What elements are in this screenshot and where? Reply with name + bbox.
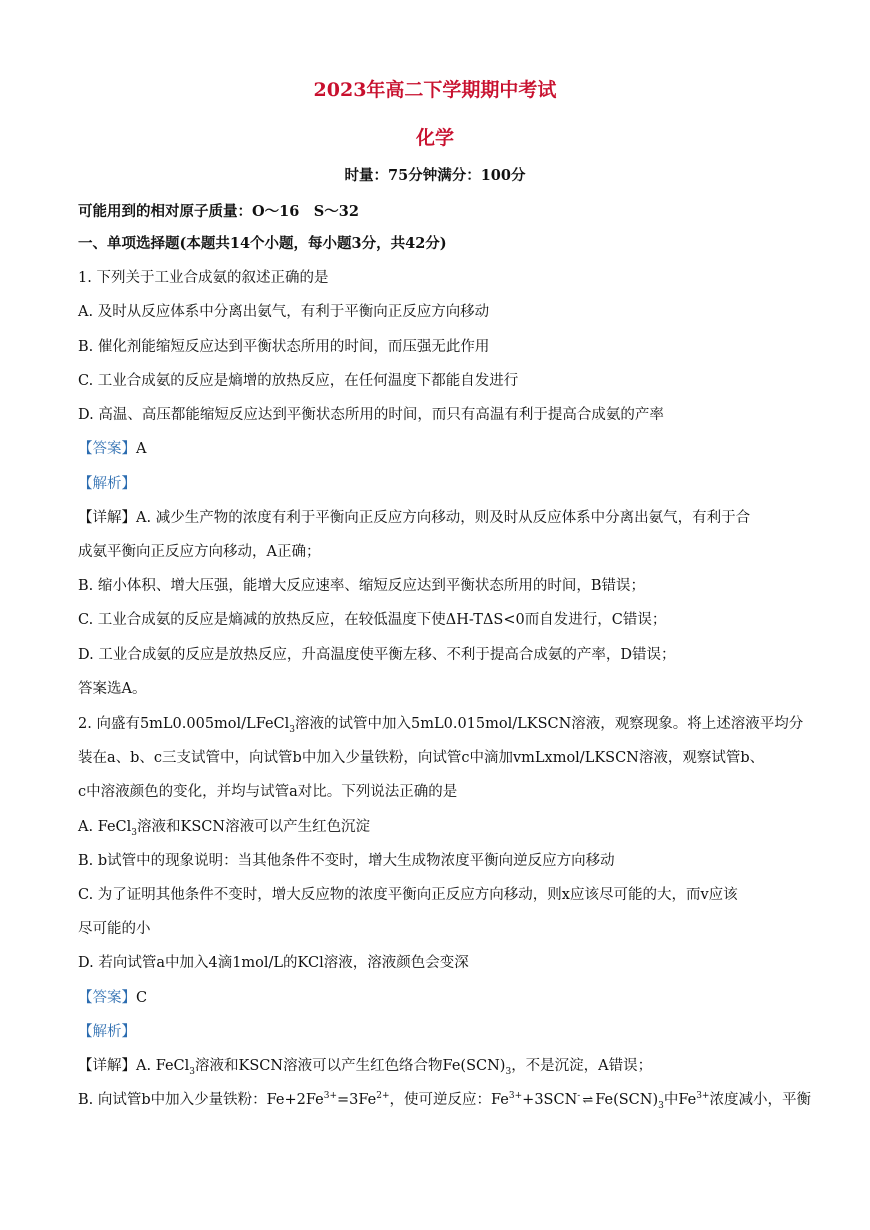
q2-option-c-2: 尽可能的小 (78, 921, 151, 937)
q1-detail-1b: 成氨平衡向正反应方向移动，A正确； (78, 544, 321, 560)
equilibrium-arrow: ⇌ (582, 1093, 594, 1108)
time-score: 时量：75分钟满分：100分 (344, 167, 526, 184)
superscript: - (577, 1091, 581, 1102)
subscript: 3 (658, 1100, 664, 1111)
detail-tag: 【详解】 (78, 510, 136, 526)
q2-analysis-tag: 【解析】 (78, 1024, 136, 1040)
q1-detail-3: C. 工业合成氨的反应是熵减的放热反应，在较低温度下使ΔH-TΔS<0而自发进行，C错误； (78, 612, 667, 628)
text: ，使可逆反应：Fe (389, 1092, 509, 1108)
q2-option-d: D. 若向试管a中加入4滴1mol/L的KCl溶液，溶液颜色会变深 (78, 955, 469, 971)
q1-analysis-tag: 【解析】 (78, 476, 136, 492)
text: ，不是沉淀，A错误； (511, 1058, 653, 1074)
subscript: 3 (131, 827, 138, 838)
q1-option-c: C. 工业合成氨的反应是熵增的放热反应，在任何温度下都能自发进行 (78, 373, 519, 389)
answer-value: C (136, 990, 148, 1006)
text: 2. 向盛有5mL0.005mol/LFeCl (78, 716, 290, 732)
q2-stem-2: 装在a、b、c三支试管中，向试管b中加入少量铁粉，向试管c中滴加vmLxmol/LKSCN溶液，观察试管b、 (78, 750, 765, 766)
subscript: 3 (289, 724, 296, 735)
superscript: 3+ (508, 1091, 523, 1102)
q1-detail-4: D. 工业合成氨的反应是放热反应，升高温度使平衡左移、不利于提高合成氨的产率，D错误； (78, 647, 676, 663)
text: 溶液和KSCN溶液可以产生红色络合物Fe(SCN) (195, 1058, 506, 1074)
text: 浓度减小，平衡 (709, 1092, 811, 1108)
text: Fe(SCN) (595, 1092, 659, 1108)
q1-stem: 1. 下列关于工业合成氨的叙述正确的是 (78, 270, 329, 286)
subscript: 3 (189, 1066, 196, 1077)
superscript: 2+ (376, 1091, 390, 1102)
text: A. FeCl (78, 819, 132, 835)
q2-option-b: B. b试管中的现象说明：当其他条件不变时，增大生成物浓度平衡向逆反应方向移动 (78, 853, 615, 869)
text: =3Fe (337, 1092, 377, 1108)
subject-title: 化学 (415, 127, 454, 149)
q1-option-a: A. 及时从反应体系中分离出氨气，有利于平衡向正反应方向移动 (78, 304, 490, 320)
q1-detail-1 (78, 508, 750, 528)
superscript: 3+ (696, 1091, 710, 1102)
answer-value: A (136, 441, 147, 457)
superscript: 3+ (323, 1091, 338, 1102)
section-heading: 一、单项选择题(本题共14个小题，每小题3分，共42分) (78, 235, 447, 252)
q1-detail-2: B. 缩小体积、增大压强，能增大反应速率、缩短反应达到平衡状态所用的时间，B错误； (78, 578, 646, 594)
subscript: 3 (505, 1066, 512, 1077)
detail-tag: 【详解】 (78, 1058, 136, 1074)
text: B. 向试管b中加入少量铁粉：Fe+2Fe (78, 1092, 324, 1108)
detail-text: A. 减少生产物的浓度有利于平衡向正反应方向移动，则及时从反应体系中分离出氨气，有利于合 (136, 510, 751, 526)
q1-answer (78, 439, 146, 459)
answer-tag: 【答案】 (78, 990, 136, 1006)
q2-detail-a (78, 1056, 652, 1076)
q1-conclusion: 答案选A。 (78, 681, 147, 697)
q2-stem-1 (78, 714, 803, 734)
text: 中Fe (663, 1092, 697, 1108)
q2-answer (78, 988, 147, 1008)
exam-title: 2023年高二下学期期中考试 (313, 79, 557, 101)
atomic-masses: 可能用到的相对原子质量：O～16 S～32 (78, 203, 359, 220)
q1-option-b: B. 催化剂能缩短反应达到平衡状态所用的时间，而压强无此作用 (78, 339, 490, 355)
q2-stem-3: c中溶液颜色的变化，并均与试管a对比。下列说法正确的是 (78, 784, 458, 800)
q2-option-a (78, 817, 370, 837)
q2-detail-b (78, 1090, 811, 1111)
text: 溶液和KSCN溶液可以产生红色沉淀 (137, 819, 371, 835)
text: 溶液的试管中加入5mL0.015mol/LKSCN溶液，观察现象。将上述溶液平均分 (295, 716, 804, 732)
text: +3SCN (522, 1092, 578, 1108)
q2-option-c-1: C. 为了证明其他条件不变时，增大反应物的浓度平衡向正反应方向移动，则x应该尽可能的大，而v应该 (78, 887, 738, 903)
q1-option-d: D. 高温、高压都能缩短反应达到平衡状态所用的时间，而只有高温有利于提高合成氨的产率 (78, 407, 664, 423)
text: A. FeCl (136, 1058, 190, 1074)
answer-tag: 【答案】 (78, 441, 136, 457)
